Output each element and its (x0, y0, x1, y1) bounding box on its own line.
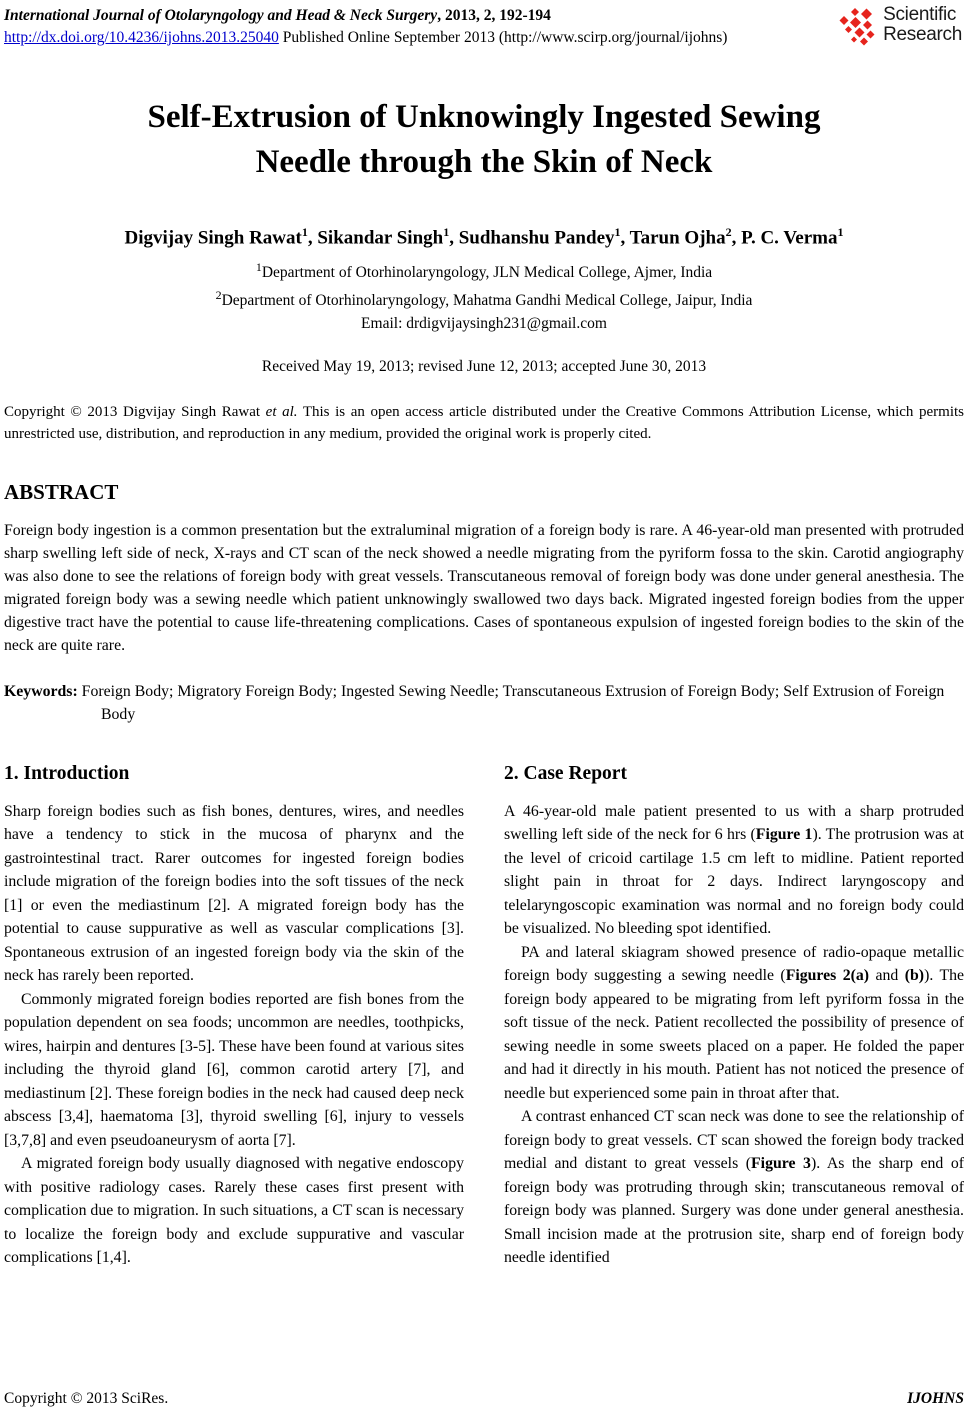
logo-text-line2: Research (883, 24, 962, 45)
journal-issue: , 2013, 2, 192-194 (437, 7, 551, 24)
journal-header-text (4, 5, 727, 49)
scientific-research-diamonds-icon (838, 5, 878, 49)
copyright-notice: Copyright © 2013 Digvijay Singh Rawat et al. This is an open access article distributed under the Creative Commons Attribution License, which permits unrestricted use, distribution, and reproduction in any medium, provided the original work is properly cited. (4, 403, 964, 442)
doi-link[interactable]: http://dx.doi.org/10.4236/ijohns.2013.25040 (4, 29, 279, 46)
journal-line (4, 5, 727, 27)
introduction-paragraph-1: Sharp foreign bodies such as fish bones, dentures, wires, and needles have a tendency to stick in the mucosa of pharynx and the gastrointestinal tract. Rarer outcomes for ingested foreign bodies include migration of the foreign bodies into the soft tissues of the neck [1] or even the mediastinum [2]. A migrated foreign body has the potential to cause suppurative as well as vascular complications [3]. Spontaneous extrusion of an ingested foreign body via the skin of the neck has rarely been reported. (4, 802, 464, 985)
introduction-paragraph-3: A migrated foreign body usually diagnosed with negative endoscopy with positive radiology cases. Rarely these cases first present with complication due to migration. In such situations, a CT scan is necessary to localize the foreign body and exclude suppurative and vascular complications [1,4]. (4, 1155, 464, 1267)
logo-text-line1: Scientific (883, 4, 957, 25)
introduction-heading: 1. Introduction (4, 762, 130, 784)
affiliation-1: $^1$Department of Otorhinolaryngology, JLN Medical College, Ajmer, India (255, 260, 713, 282)
doi-line (4, 27, 727, 49)
keywords-text: Foreign Body; Migratory Foreign Body; Ingested Sewing Needle; Transcutaneous Extrusion of Foreign Body; Self Extrusion of Foreign Body (77, 682, 945, 723)
journal-title: International Journal of Otolaryngology and Head & Neck Surgery (4, 7, 438, 24)
abstract-text: Foreign body ingestion is a common presentation but the extraluminal migration of a foreign body is rare. A 46-year-old man presented with protruded sharp swelling left side of neck, X-rays and CT scan of the neck showed a needle migrating from the pyriform fossa to the skin. Carotid angiography was also done to see the relations of foreign body with great vessels. Transcutaneous removal of foreign body was done under general anesthesia. The migrated foreign body was a sewing needle which patient unknowingly swallowed two days back. Migrated ingested foreign bodies from the upper digestive tract have the potential to cause life-threatening complications. Cases of spontaneous expulsion of ingested foreign bodies to the skin of the neck are quite rare. (4, 521, 964, 654)
affiliations-block (4, 256, 964, 334)
page-header (4, 5, 964, 49)
case-report-paragraph-3: A contrast enhanced CT scan neck was done to see the relationship of foreign body to great vessels. CT scan showed the foreign body tracked medial and distant to great vessels (Figure 3). As the sharp end of foreign body was protruding through skin; transcutaneous removal of foreign body was planned. Surgery was done under general anesthesia. Small incision made at the protrusion site, sharp end of foreign body needle identified (504, 1108, 965, 1267)
logo-text (883, 5, 962, 45)
email-line: Email: drdigvijaysingh231@gmail.com (361, 314, 607, 332)
footer-journal-abbrev: IJOHNS (907, 1390, 964, 1407)
two-column-body (4, 763, 964, 1270)
title-line-1: Self-Extrusion of Unknowingly Ingested Sewing (147, 99, 821, 135)
title-line-2: Needle through the Skin of Neck (255, 144, 713, 180)
case-report-heading: 2. Case Report (504, 762, 627, 784)
scientific-research-logo (838, 5, 964, 49)
received-line: Received May 19, 2013; revised June 12, 2013; accepted June 30, 2013 (261, 357, 707, 375)
page-footer (4, 1390, 964, 1408)
introduction-paragraph-2: Commonly migrated foreign bodies reported are fish bones from the population dependent on sea foods; uncommon are needles, toothpicks, wires, hairpin and dentures [3-5]. These have been found at various sites including the thyroid gland [6], common carotid artery [7], and mediastinum [2]. These foreign bodies in the neck had caused deep neck abscess [3,4], haematoma [3], thyroid swelling [6], injury to vessels [3,7,8] and even pseudoaneurysm of aorta [7]. (4, 990, 464, 1149)
case-report-paragraph-1: A 46-year-old male patient presented to us with a sharp protruded swelling left side of the neck for 6 hrs (Figure 1). The protrusion was at the level of cricoid cartilage 1.5 cm left to midline. Patient reported slight pain in throat for 2 days. Indirect laryngoscopy and telelaryngoscopic examination was normal and no foreign body could be visualized. No bleeding spot identified. (504, 802, 965, 938)
footer-copyright: Copyright © 2013 SciRes. (4, 1390, 169, 1407)
case-report-section (504, 763, 964, 1270)
published-text: Published Online September 2013 (http://www.scirp.org/journal/ijohns) (278, 29, 728, 46)
abstract-heading: ABSTRACT (4, 479, 119, 504)
affiliation-2: $^2$Department of Otorhinolaryngology, Mahatma Gandhi Medical College, Jaipur, India (215, 288, 753, 310)
authors-line: Digvijay Singh Rawat$^1$, Sikandar Singh$^1$, Sudhanshu Pandey$^1$, Tarun Ojha$^2$, P. C. Verma$^1$ (124, 225, 844, 249)
case-report-paragraph-2: PA and lateral skiagram showed presence of radio-opaque metallic foreign body suggesting a sewing needle (Figures 2(a) and (b)). The foreign body appeared to be migrating from left pyriform fossa in the soft tissue of the neck. Patient recollected the possibility of presence of sewing needle in some sweets placed on a paper. He folded the paper and had it directly in his mouth. Patient has not noticed the presence of needle but experienced some pain in throat after that. (504, 943, 965, 1102)
introduction-section (4, 763, 464, 1270)
keywords (4, 680, 964, 726)
keywords-label: Keywords: (4, 682, 78, 700)
page-title (4, 95, 964, 185)
